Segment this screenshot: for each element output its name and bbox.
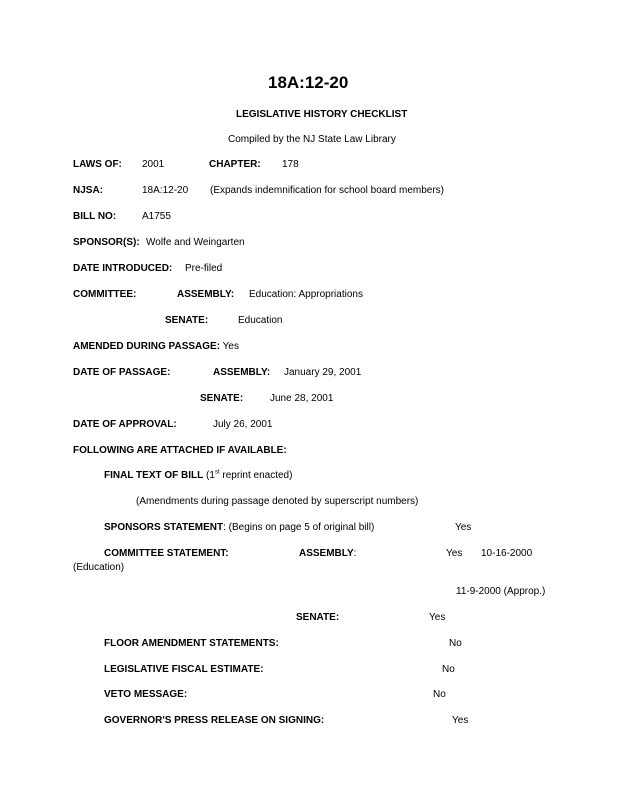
bill-no-value: A1755 [142,211,171,222]
date-of-passage-label: DATE OF PASSAGE: [73,367,171,378]
committee-statement-assembly-label: ASSEMBLY [299,548,354,559]
committee-statement-label: COMMITTEE STATEMENT: [104,548,229,559]
passage-senate-label: SENATE: [200,393,244,404]
committee-statement-assembly-colon: : [353,548,357,559]
date-of-approval-value: July 26, 2001 [213,419,273,430]
page-subtitle: LEGISLATIVE HISTORY CHECKLIST [236,109,408,120]
committee-assembly-label: ASSEMBLY: [177,289,235,300]
committee-assembly-value: Education: Appropriations [249,289,363,300]
sponsors-statement-note: : (Begins on page 5 of original bill) [223,522,375,533]
date-of-approval-label: DATE OF APPROVAL: [73,419,177,430]
veto-message-label: VETO MESSAGE: [104,689,188,700]
amended-row [73,342,239,352]
bill-no-label: BILL NO: [73,211,117,222]
laws-of-label: LAWS OF: [73,159,122,170]
press-release-value: Yes [452,715,469,726]
committee-label: COMMITTEE: [73,289,137,300]
committee-statement-note-1: (Education) [73,562,125,573]
sponsors-statement-value: Yes [455,522,472,533]
fiscal-estimate-value: No [442,664,455,675]
final-text-sup: st [214,469,220,476]
committee-senate-label: SENATE: [165,315,209,326]
date-introduced-value: Pre-filed [185,263,223,274]
committee-statement-senate-label: SENATE: [296,612,340,623]
laws-of-value: 2001 [142,159,165,170]
attached-heading: FOLLOWING ARE ATTACHED IF AVAILABLE: [73,445,287,456]
njsa-value: 18A:12-20 [142,185,189,196]
sponsors-statement-row [104,523,374,533]
amended-value: Yes [222,341,239,352]
njsa-label: NJSA: [73,185,104,196]
sponsors-statement-label: SPONSORS STATEMENT [104,522,224,533]
committee-senate-value: Education [238,315,283,326]
chapter-label: CHAPTER: [209,159,261,170]
passage-assembly-value: January 29, 2001 [284,367,362,378]
njsa-note: (Expands indemnification for school board members) [210,185,444,196]
committee-statement-assembly-value: Yes [446,548,463,559]
committee-statement-date-2: 11-9-2000 (Approp.) [456,586,546,597]
committee-statement-assembly [299,549,356,559]
fiscal-estimate-label: LEGISLATIVE FISCAL ESTIMATE: [104,664,264,675]
sponsors-label: SPONSOR(S): [73,237,140,248]
chapter-value: 178 [282,159,299,170]
final-text-paren-rest: reprint enacted) [219,470,293,481]
sponsors-value: Wolfe and Weingarten [146,237,245,248]
date-introduced-label: DATE INTRODUCED: [73,263,173,274]
final-text-note: (Amendments during passage denoted by superscript numbers) [136,496,419,507]
floor-amendment-value: No [449,638,462,649]
veto-message-value: No [433,689,446,700]
committee-statement-senate-value: Yes [429,612,446,623]
compiled-by: Compiled by the NJ State Law Library [228,134,396,145]
passage-assembly-label: ASSEMBLY: [213,367,271,378]
final-text-label: FINAL TEXT OF BILL [104,470,204,481]
floor-amendment-label: FLOOR AMENDMENT STATEMENTS: [104,638,279,649]
final-text-row [104,471,292,481]
amended-label: AMENDED DURING PASSAGE: [73,341,221,352]
press-release-label: GOVERNOR'S PRESS RELEASE ON SIGNING: [104,715,325,726]
passage-senate-value: June 28, 2001 [270,393,334,404]
page-title: 18A:12-20 [268,73,349,92]
committee-statement-date-1: 10-16-2000 [481,548,533,559]
final-text-paren: (1 [203,470,215,481]
